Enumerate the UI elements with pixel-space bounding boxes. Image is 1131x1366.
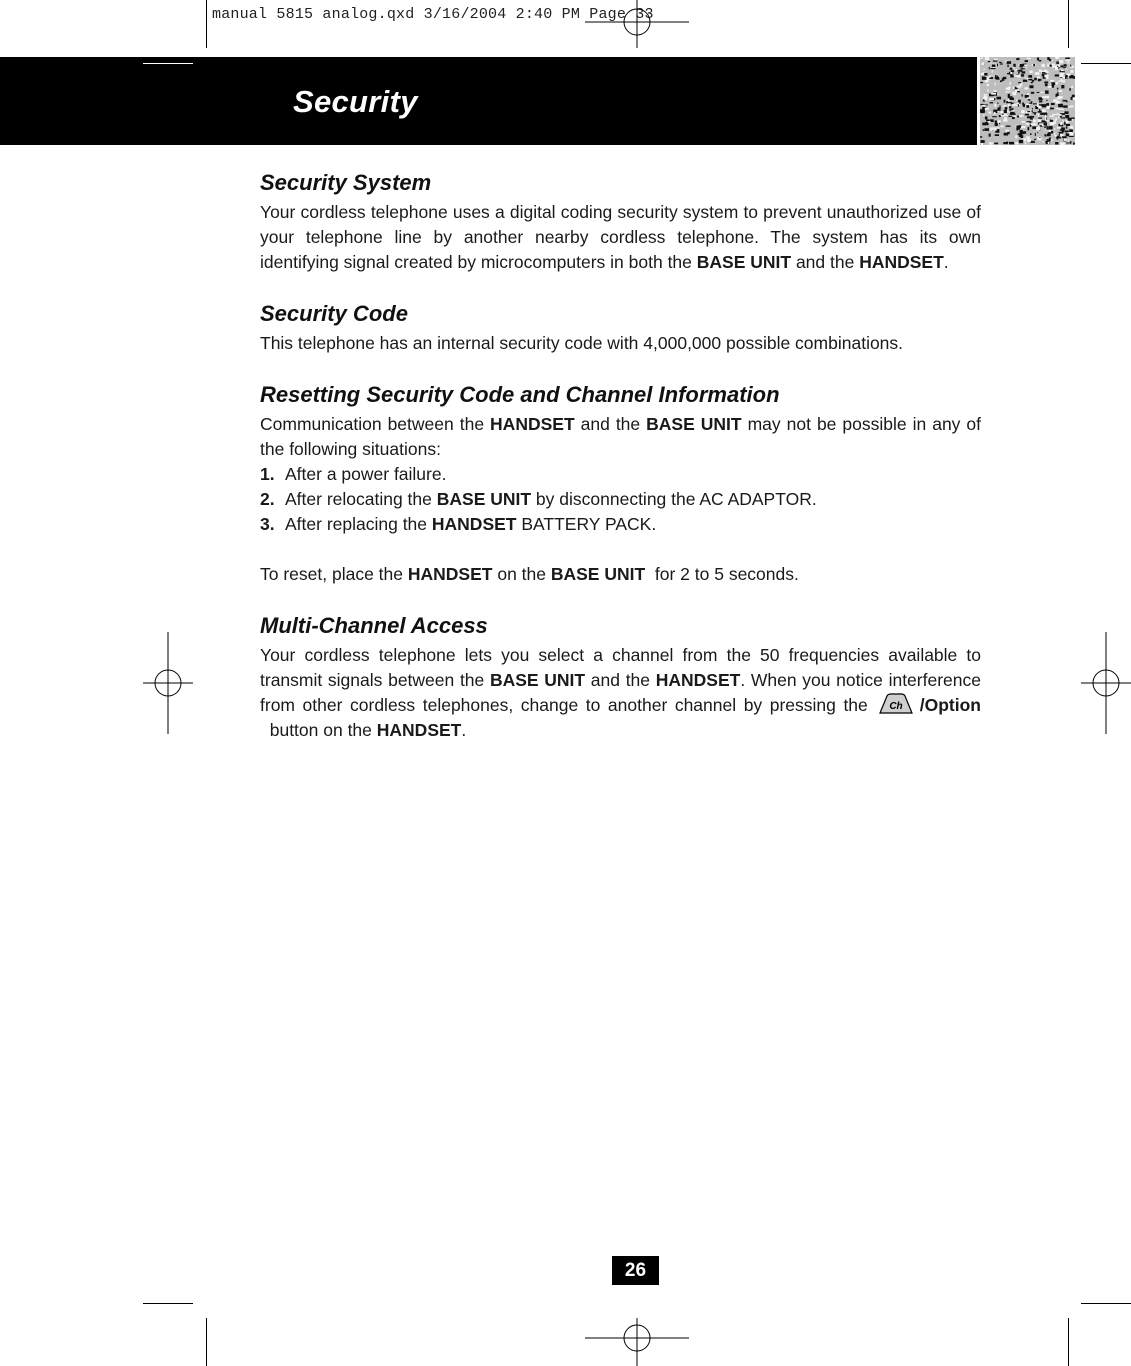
paragraph-multi-channel: Your cordless telephone lets you select a channel from the 50 frequencies available to transmit signals between the BASE UNIT and the HANDSET. When you notice interference from other cordless telephones, change to another channel by pressing the Ch /Option button on the HANDSET. — [260, 645, 981, 740]
header-bar — [0, 57, 977, 145]
crop-mark-top-right-h — [1081, 63, 1131, 64]
list-item: 3. After replacing the HANDSET BATTERY PACK. — [260, 514, 657, 534]
crop-mark-top-right-v — [1068, 0, 1069, 48]
crop-mark-bottom-right-h — [1081, 1303, 1131, 1304]
list-item: 1. After a power failure. — [260, 464, 447, 484]
page-number: 26 — [612, 1256, 659, 1285]
paragraph-security-code: This telephone has an internal security code with 4,000,000 possible combinations. — [260, 333, 904, 353]
situations-list — [260, 462, 981, 537]
crop-mark-bottom-right-v — [1068, 1318, 1069, 1366]
page-title: Security — [293, 84, 418, 119]
registration-mark-bottom — [585, 1318, 689, 1366]
term-base-unit: BASE UNIT — [646, 414, 742, 434]
crop-mark-top-left-v — [206, 0, 207, 48]
section-security-code — [260, 299, 981, 356]
section-multi-channel — [260, 611, 981, 743]
header-rule — [143, 63, 193, 64]
registration-mark-right — [1081, 632, 1131, 734]
crop-mark-bottom-left-h — [143, 1303, 193, 1304]
heading-security-code: Security Code — [260, 301, 408, 326]
list-item: 2. After relocating the BASE UNIT by disconnecting the AC ADAPTOR. — [260, 489, 817, 509]
term-handset: HANDSET — [407, 564, 493, 584]
heading-resetting: Resetting Security Code and Channel Information — [260, 382, 780, 407]
print-slug: manual 5815 analog.qxd 3/16/2004 2:40 PM Page 33 — [212, 6, 654, 23]
term-base-unit: BASE UNIT — [550, 564, 646, 584]
channel-key-label: Ch — [889, 701, 903, 712]
decorative-texture — [980, 57, 1075, 145]
registration-mark-left — [143, 632, 193, 734]
paragraph-reset-instruction: To reset, place the HANDSET on the BASE UNIT for 2 to 5 seconds. — [260, 564, 799, 584]
heading-security-system: Security System — [260, 170, 432, 195]
term-handset: HANDSET — [859, 252, 944, 272]
term-handset: HANDSET — [376, 720, 462, 740]
section-resetting — [260, 380, 981, 587]
channel-key-icon — [878, 693, 914, 715]
term-base-unit: BASE UNIT — [489, 670, 586, 690]
term-base-unit: BASE UNIT — [696, 252, 792, 272]
term-handset: HANDSET — [490, 414, 575, 434]
crop-mark-bottom-left-v — [206, 1318, 207, 1366]
term-handset: HANDSET — [655, 670, 741, 690]
option-label: /Option — [919, 695, 981, 715]
main-content — [260, 168, 981, 767]
heading-multi-channel: Multi-Channel Access — [260, 613, 488, 638]
registration-mark-top — [585, 0, 689, 48]
paragraph-resetting: Communication between the HANDSET and the BASE UNIT may not be possible in any of the following situations: — [260, 414, 982, 459]
section-security-system — [260, 168, 981, 275]
paragraph-security-system: Your cordless telephone uses a digital coding security system to prevent unauthorized use of your telephone line by another nearby cordless telephone. The system has its own identifying signal created by microcomputers in both the BASE UNIT and the HANDSET. — [260, 202, 981, 272]
